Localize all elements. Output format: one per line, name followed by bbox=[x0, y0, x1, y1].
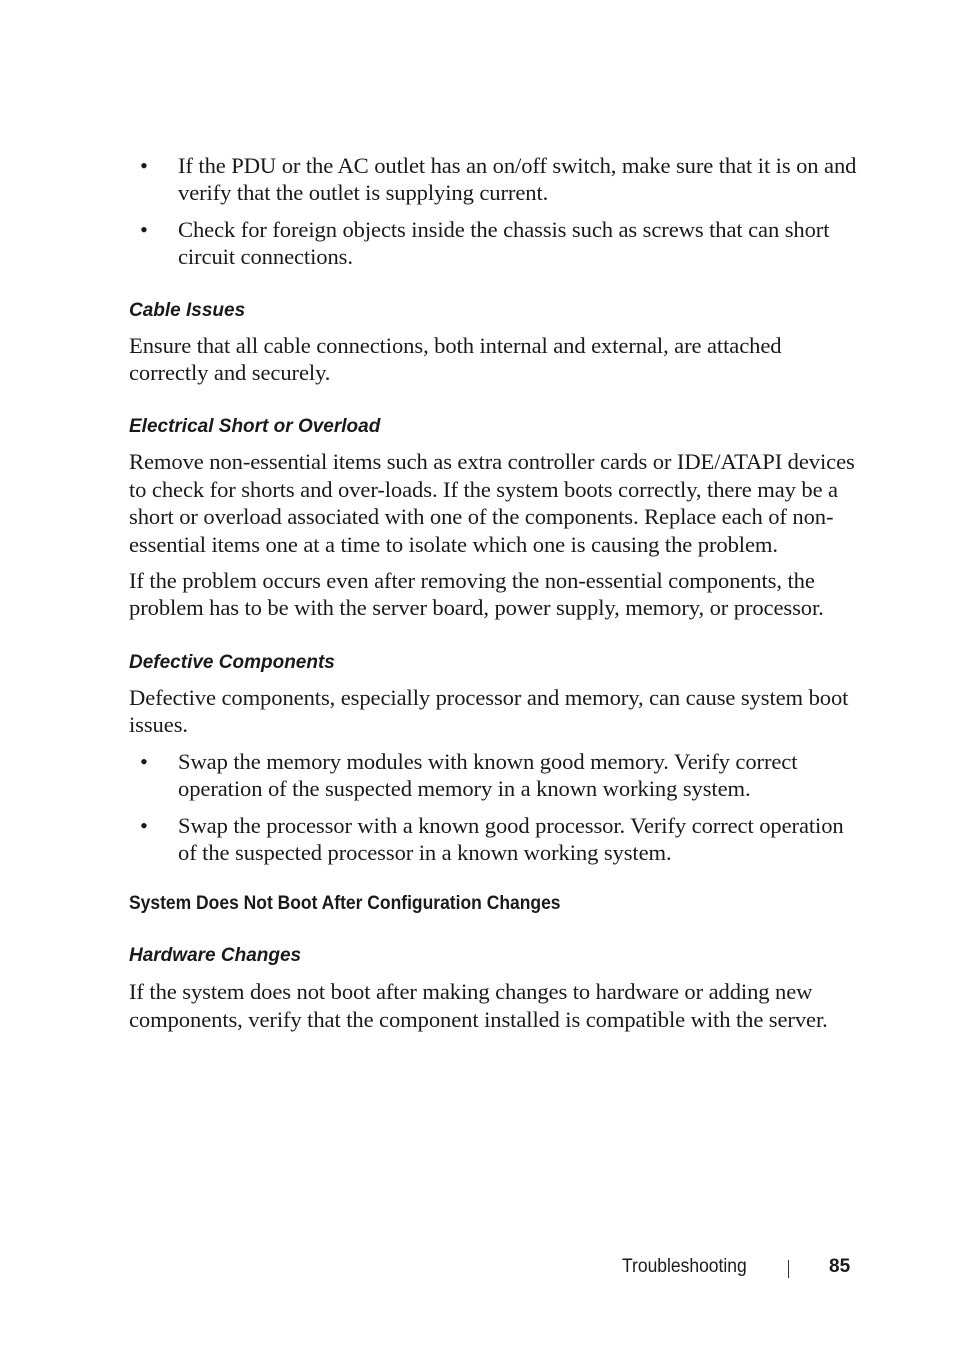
footer-section-title: Troubleshooting bbox=[622, 1256, 747, 1277]
hardware-changes-heading: Hardware Changes bbox=[129, 945, 302, 967]
hardware-changes-body: If the system does not boot after making changes to hardware or adding new components, verify that the component installed is compatible with the server. bbox=[129, 979, 828, 1032]
defective-components-body: Defective components, especially processor and memory, can cause system boot issues. bbox=[129, 684, 849, 738]
list-item bbox=[129, 152, 857, 207]
cable-issues-body: Ensure that all cable connections, both internal and external, are attached correctly and securely. bbox=[129, 332, 782, 386]
list-item bbox=[129, 812, 857, 867]
bullet-icon: • bbox=[140, 812, 148, 838]
intro-bullet-list bbox=[129, 152, 857, 271]
page-content bbox=[129, 152, 857, 1042]
electrical-short-heading: Electrical Short or Overload bbox=[129, 416, 381, 438]
page-number: 85 bbox=[829, 1256, 851, 1277]
electrical-short-paragraph: Remove non-essential items such as extra controller cards or IDE/ATAPI devices to check for shorts and over-loads. If the system boots correctly, there may be a short or overload associated with one of the components. Replace each of non-essential items one at a time to isolate which one is causing the problem. bbox=[129, 449, 855, 557]
list-item-text: Swap the processor with a known good processor. Verify correct operation of the suspected processor in a known working system. bbox=[178, 812, 844, 865]
list-item-text: Check for foreign objects inside the chassis such as screws that can short circuit connections. bbox=[178, 216, 830, 270]
footer-divider bbox=[788, 1260, 789, 1278]
list-item-text: Swap the memory modules with known good memory. Verify correct operation of the suspected memory in a known working system. bbox=[178, 748, 798, 802]
electrical-short-paragraph: If the problem occurs even after removing the non-essential components, the problem has to be with the server board, power supply, memory, or processor. bbox=[129, 568, 824, 621]
config-changes-heading: System Does Not Boot After Configuration Changes bbox=[129, 893, 561, 915]
bullet-icon: • bbox=[140, 216, 148, 242]
cable-issues-heading: Cable Issues bbox=[129, 299, 246, 321]
list-item bbox=[129, 748, 857, 803]
defective-components-bullet-list bbox=[129, 748, 857, 867]
bullet-icon: • bbox=[140, 153, 148, 178]
defective-components-heading: Defective Components bbox=[129, 651, 335, 673]
list-item-text: If the PDU or the AC outlet has an on/off switch, make sure that it is on and verify that the outlet is supplying current. bbox=[178, 153, 857, 206]
bullet-icon: • bbox=[140, 748, 148, 774]
page-footer bbox=[0, 1254, 954, 1282]
list-item bbox=[129, 216, 857, 271]
